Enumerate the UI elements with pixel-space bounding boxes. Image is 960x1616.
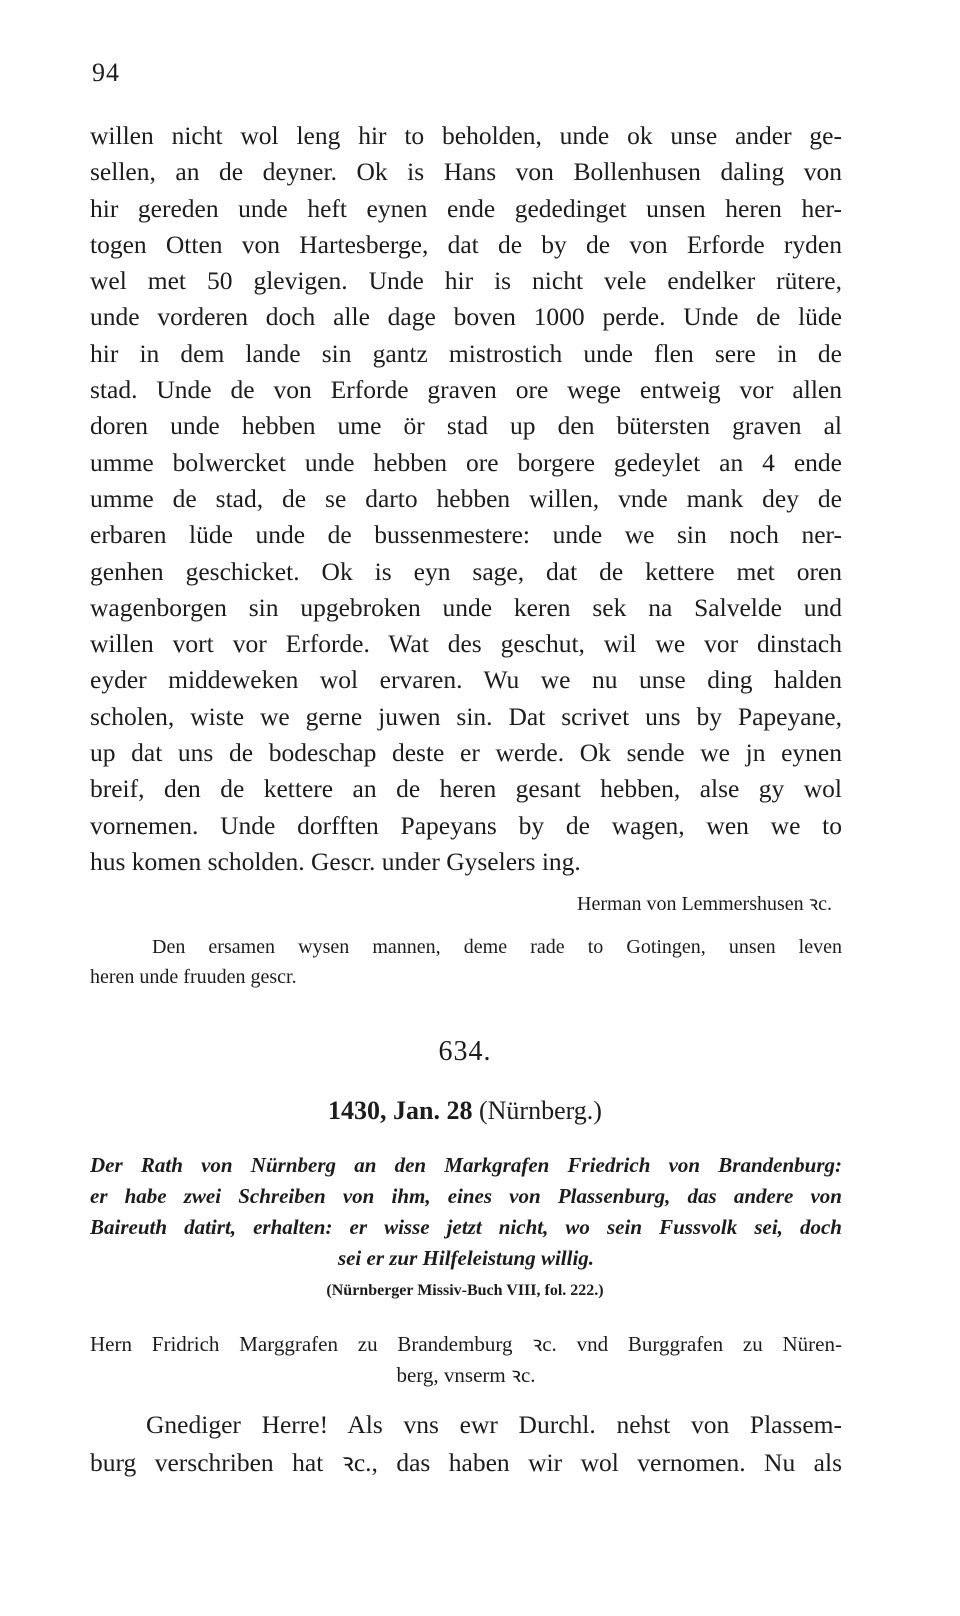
body-line: vornemen. Unde dorfften Papeyans by de wagen, wen we to xyxy=(90,810,842,840)
summary-line: er habe zwei Schreiben von ihm, eines von Plassenburg, das andere von xyxy=(90,1184,842,1208)
body-line: erbaren lüde unde de bussenmestere: unde we sin noch ner- xyxy=(90,520,842,550)
body-line: genhen geschicket. Ok is eyn sage, dat de kettere met oren xyxy=(90,556,842,586)
body-line: up dat uns de bodeschap deste er werde. Ok sende we jn eynen xyxy=(90,738,842,768)
body-line: hir gereden unde heft eynen ende gededinget unsen heren her- xyxy=(90,193,842,223)
letter-line: Gnediger Herre! Als vns ewr Durchl. nehst von Plassem- xyxy=(146,1410,842,1439)
letter-body-text xyxy=(90,118,842,880)
body-line: togen Otten von Hartesberge, dat de by de von Erforde ryden xyxy=(90,229,842,259)
source-citation: (Nürnberger Missiv-Buch VIII, fol. 222.) xyxy=(326,1282,604,1299)
body-line: willen vort vor Erforde. Wat des geschut, wil we vor dinstach xyxy=(90,629,842,659)
letter-opening xyxy=(90,1406,842,1482)
body-line: stad. Unde de von Erforde graven ore wege entweig vor allen xyxy=(90,375,842,405)
summary-line: Der Rath von Nürnberg an den Markgrafen Friedrich von Brandenburg: xyxy=(90,1153,842,1177)
body-line: hir in dem lande sin gantz mistrostich unde flen sere in de xyxy=(90,338,842,368)
address-line: Den ersamen wysen mannen, deme rade to Gotingen, unsen leven xyxy=(152,936,842,958)
salutation-line: berg, vnserm ꝛc. xyxy=(396,1363,536,1387)
document-date xyxy=(0,1096,930,1126)
body-line: umme de stad, de se darto hebben willen, vnde mank dey de xyxy=(90,483,842,513)
body-line: sellen, an de deyner. Ok is Hans von Bollenhusen daling von xyxy=(90,157,842,187)
body-line: wagenborgen sin upgebroken unde keren sek na Salvelde und xyxy=(90,592,842,622)
salutation xyxy=(90,1329,842,1391)
signature: Herman von Lemmershusen ꝛc. xyxy=(577,893,832,915)
body-line: wel met 50 glevigen. Unde hir is nicht vele endelker rütere, xyxy=(90,266,842,296)
document-number: 634. xyxy=(438,1036,492,1067)
body-line: umme bolwercket unde hebben ore borgere gedeylet an 4 ende xyxy=(90,447,842,477)
summary-line: Baireuth datirt, erhalten: er wisse jetzt nicht, wo sein Fussvolk sei, doch xyxy=(90,1215,842,1239)
document-date-value: 1430, Jan. 28 xyxy=(328,1096,473,1125)
document-date-place: (Nürnberg.) xyxy=(478,1096,602,1125)
body-line: willen nicht wol leng hir to beholden, unde ok unse ander ge- xyxy=(90,121,842,150)
body-line: doren unde hebben ume ör stad up den bütersten graven al xyxy=(90,411,842,441)
body-line: breif, den de kettere an de heren gesant hebben, alse gy wol xyxy=(90,774,842,804)
letter-address xyxy=(90,932,842,992)
letter-line: burg verschriben hat ꝛc., das haben wir wol vernomen. Nu als xyxy=(90,1448,842,1477)
body-line: hus komen scholden. Gescr. under Gyselers ing. xyxy=(90,846,581,876)
address-line: heren unde fruuden gescr. xyxy=(90,966,297,988)
salutation-line: Hern Fridrich Marggrafen zu Brandemburg ꝛc. vnd Burggrafen zu Nüren- xyxy=(90,1332,842,1356)
body-line: scholen, wiste we gerne juwen sin. Dat scrivet uns by Papeyane, xyxy=(90,701,842,731)
document-summary xyxy=(90,1150,842,1274)
summary-line: sei er zur Hilfeleistung willig. xyxy=(337,1246,595,1270)
page-number: 94 xyxy=(92,58,120,87)
body-line: eyder middeweken wol ervaren. Wu we nu unse ding halden xyxy=(90,665,842,695)
body-line: unde vorderen doch alle dage boven 1000 perde. Unde de lüde xyxy=(90,302,842,332)
